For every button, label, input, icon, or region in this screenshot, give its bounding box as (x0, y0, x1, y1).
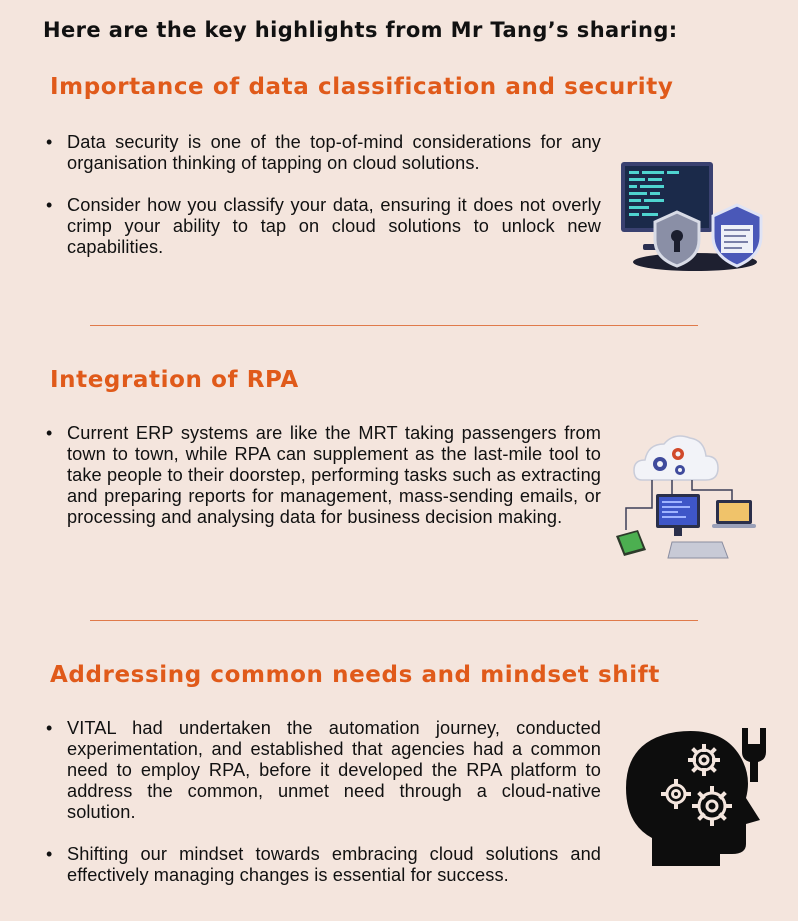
section-bullets-data-security (46, 132, 601, 258)
section-heading-common-needs: Addressing common needs and mindset shift (50, 662, 660, 688)
section-heading-data-security: Importance of data classification and security (50, 74, 674, 100)
page-intro: Here are the key highlights from Mr Tang’s sharing: (43, 18, 678, 42)
cloud-network-devices-icon (612, 418, 780, 568)
section-bullets-rpa (46, 423, 601, 528)
computer-security-shield-icon (615, 160, 765, 275)
head-gears-icon (622, 716, 772, 871)
bullet-item: • Current ERP systems are like the MRT taking passengers from town to town, while RPA can supplement as the last-mile tool to take people to their doorstep, performing tasks such as extracting and preparing reports for management, mass-sending emails, or processing and analysing data for business decision making. (46, 423, 601, 528)
section-divider (90, 325, 698, 326)
bullet-item: • Consider how you classify your data, ensuring it does not overly crimp your ability to tap on cloud solutions to unlock new capabilities. (46, 195, 601, 258)
bullet-item: • Data security is one of the top-of-mind considerations for any organisation thinking of tapping on cloud solutions. (46, 132, 601, 174)
section-divider (90, 620, 698, 621)
bullet-item: • VITAL had undertaken the automation journey, conducted experimentation, and established that agencies had a common need to employ RPA, before it developed the RPA platform to address the common, unmet need through a cloud-native solution. (46, 718, 601, 823)
section-bullets-common-needs (46, 718, 601, 886)
section-heading-rpa: Integration of RPA (50, 367, 299, 393)
bullet-item: • Shifting our mindset towards embracing cloud solutions and effectively managing changes is essential for success. (46, 844, 601, 886)
